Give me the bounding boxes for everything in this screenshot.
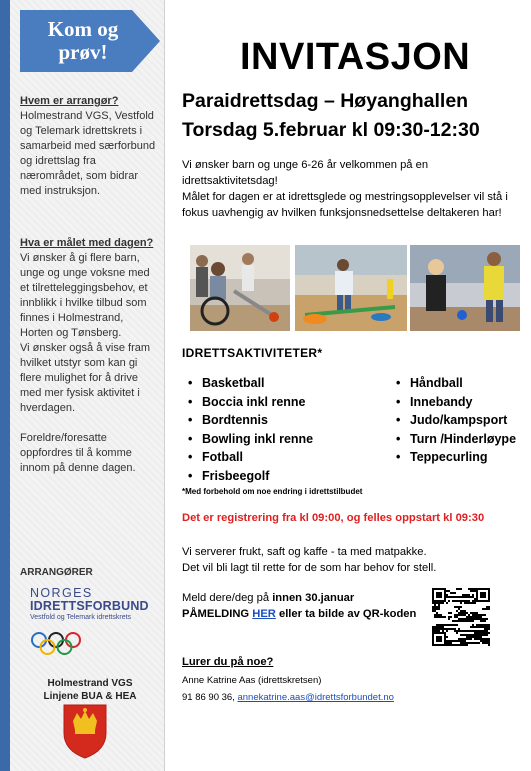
nif-logo [30,587,155,662]
activity-item: • Bowling inkl renne [186,430,313,449]
organizers-title: ARRANGØRER [20,567,93,578]
signup-prefix: Meld dere/deg på [182,592,273,604]
contact-name: Anne Katrine Aas (idrettskretsen) [182,675,322,686]
contact-email-link[interactable]: annekatrine.aas@idrettsforbundet.no [237,692,394,703]
intro-line-1: Vi ønsker barn og unge 6-26 år velkommen på en idrettsaktivitetsdag! [182,159,429,187]
activities-note: *Med forbehold om noe endring i idrettstilbudet [182,487,363,496]
answer-parents: Foreldre/foresatte oppfordres til å komme innom på denne dagen. [20,432,136,474]
answer-equipment: Vi ønsker også å vise fram hvilket utstyr som kan gi flere mulighet for å drive med mer fysisk aktivitet i hverdagen. [20,342,151,414]
registration-notice: Det er registrering fra kl 09:00, og felles oppstart kl 09:30 [182,512,485,524]
activity-item: • Judo/kampsport [394,411,516,430]
contact-line [182,689,394,706]
sidebar-accent-bar [0,0,10,771]
photo-balance-course [295,245,407,331]
kom-og-prov-banner [20,10,160,72]
organizer-section [20,94,156,199]
serving-line-1: Vi serverer frukt, saft og kaffe - ta med matpakke. [182,546,427,558]
event-date: Torsdag 5.februar kl 09:30-12:30 [182,119,480,141]
activities-list-left [186,374,313,485]
nif-line-2: IDRETTSFORBUND [30,599,149,613]
banner-text: Kom og prøv! [47,17,119,64]
intro-line-2: Målet for dagen er at idrettsglede og mestringsopplevelser vil stå i fokus uavhengig av hvilken funksjonsnedsettelse deltakeren har! [182,191,508,219]
school-line-2: Linjene BUA & HEA [43,691,137,702]
intro-text [182,157,522,221]
school-line-1: Holmestrand VGS [47,678,133,689]
page-title: INVITASJON [240,36,471,78]
goal-section [20,236,156,476]
qr-code-icon[interactable] [432,588,490,646]
signup-deadline [182,590,416,606]
event-subtitle: Paraidrettsdag – Høyanghallen [182,90,469,112]
contact-info [182,672,394,706]
olympic-rings-icon [30,631,82,657]
activity-item: • Bordtennis [186,411,313,430]
question-goal: Hva er målet med dagen? [20,237,154,249]
nif-line-1: NORGES [30,586,93,600]
answer-goal: Vi ønsker å gi flere barn, unge og unge voksne med et tilretteleggingsbehov, et innblikk i hvilke tilbud som finnes i Holmestrand, Horten og Tønsberg. [20,252,150,339]
activity-item: • Teppecurling [394,448,516,467]
serving-line-2: Det vil bli lagt til rette for de som har behov for stell. [182,562,437,574]
photo-children-sports [410,245,520,331]
activity-item: • Boccia inkl renne [186,393,313,412]
signup-line [182,606,416,622]
activities-title: IDRETTSAKTIVITETER* [182,346,323,360]
signup-qr-text: eller ta bilde av QR-koden [275,608,417,620]
contact-phone: 91 86 90 36, [182,692,238,703]
signup-here-link[interactable]: HER [252,608,276,620]
activity-item: • Håndball [394,374,516,393]
school-name [20,677,160,703]
signup-info [182,590,416,622]
signup-deadline-date: innen 30.januar [272,592,355,604]
activities-list-right [394,374,516,467]
contact-title: Lurer du på noe? [182,656,274,668]
activity-item: • Fotball [186,448,313,467]
activity-item: • Frisbeegolf [186,467,313,486]
photo-wheelchair-boccia [190,245,290,331]
activity-item: • Turn /Hinderløype [394,430,516,449]
serving-info [182,544,522,576]
activity-item: • Basketball [186,374,313,393]
county-crest-icon [62,703,108,759]
nif-line-3: Vestfold og Telemark idrettskrets [30,614,132,621]
answer-who: Holmestrand VGS, Vestfold og Telemark idrettskrets i samarbeid med særforbund og idrettslag fra nærområdet, som bidrar med instruksjon. [20,110,156,197]
question-who: Hvem er arrangør? [20,95,119,107]
activity-item: • Innebandy [394,393,516,412]
signup-label: PÅMELDING [182,608,253,620]
